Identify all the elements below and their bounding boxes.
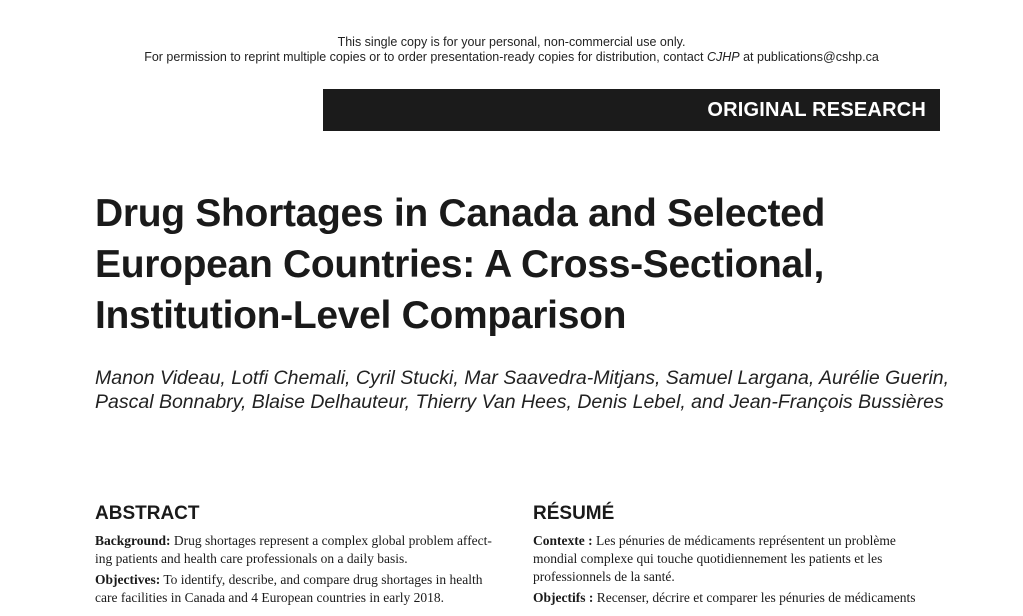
abstract-background-line-1 <box>95 532 500 550</box>
section-banner <box>323 89 940 131</box>
objectives-label: Objectives: <box>95 572 161 587</box>
copyright-notice-line-2 <box>0 50 1023 64</box>
resume-contexte-line-1 <box>533 532 938 550</box>
journal-name: CJHP <box>706 50 740 64</box>
author-line-1: Manon Videau, Lotfi Chemali, Cyril Stucki, Mar Saavedra-Mitjans, Samuel Largana, Aurélie Guerin, <box>95 367 950 389</box>
resume-heading: RÉSUMÉ <box>533 503 615 524</box>
notice-suffix: at publications@cshp.ca <box>739 50 879 64</box>
background-text-1: Drug shortages represent a complex global problem affect- <box>170 533 492 548</box>
banner-label: ORIGINAL RESEARCH <box>707 98 926 121</box>
resume-objectifs <box>533 589 938 607</box>
abstract-background-line-2: ing patients and health care professionals on a daily basis. <box>95 551 408 566</box>
objectifs-label: Objectifs : <box>533 590 594 605</box>
contexte-label: Contexte : <box>533 533 593 548</box>
title-line-2: European Countries: A Cross-Sectional, <box>95 243 824 286</box>
abstract-objectives-line-1 <box>95 571 500 589</box>
objectifs-text-1: Recenser, décrire et comparer les pénuries de médicaments <box>593 590 916 605</box>
title-line-3: Institution-Level Comparison <box>95 294 627 337</box>
abstract-objectives-line-2: care facilities in Canada and 4 European countries in early 2018. <box>95 590 444 605</box>
author-list <box>95 366 955 414</box>
author-line-2: Pascal Bonnabry, Blaise Delhauteur, Thierry Van Hees, Denis Lebel, and Jean-François Bussières <box>95 391 944 413</box>
abstract-objectives <box>95 571 500 607</box>
abstract-background <box>95 532 500 568</box>
objectives-text-1: To identify, describe, and compare drug shortages in health <box>160 572 483 587</box>
background-label: Background: <box>95 533 171 548</box>
contexte-text-1: Les pénuries de médicaments représentent un problème <box>592 533 896 548</box>
copyright-notice-line-1: This single copy is for your personal, non-commercial use only. <box>337 35 686 49</box>
article-title <box>95 188 955 341</box>
resume-contexte-line-3: professionnels de la santé. <box>533 569 675 584</box>
abstract-column <box>95 532 500 610</box>
resume-contexte-line-2: mondial complexe qui touche quotidiennement les patients et les <box>533 551 883 566</box>
resume-contexte <box>533 532 938 586</box>
notice-prefix: For permission to reprint multiple copies or to order presentation-ready copies for distribution, contact <box>144 50 707 64</box>
resume-objectifs-line-1 <box>533 589 938 607</box>
resume-column <box>533 532 938 610</box>
title-line-1: Drug Shortages in Canada and Selected <box>95 192 826 235</box>
abstract-heading: ABSTRACT <box>95 503 200 524</box>
